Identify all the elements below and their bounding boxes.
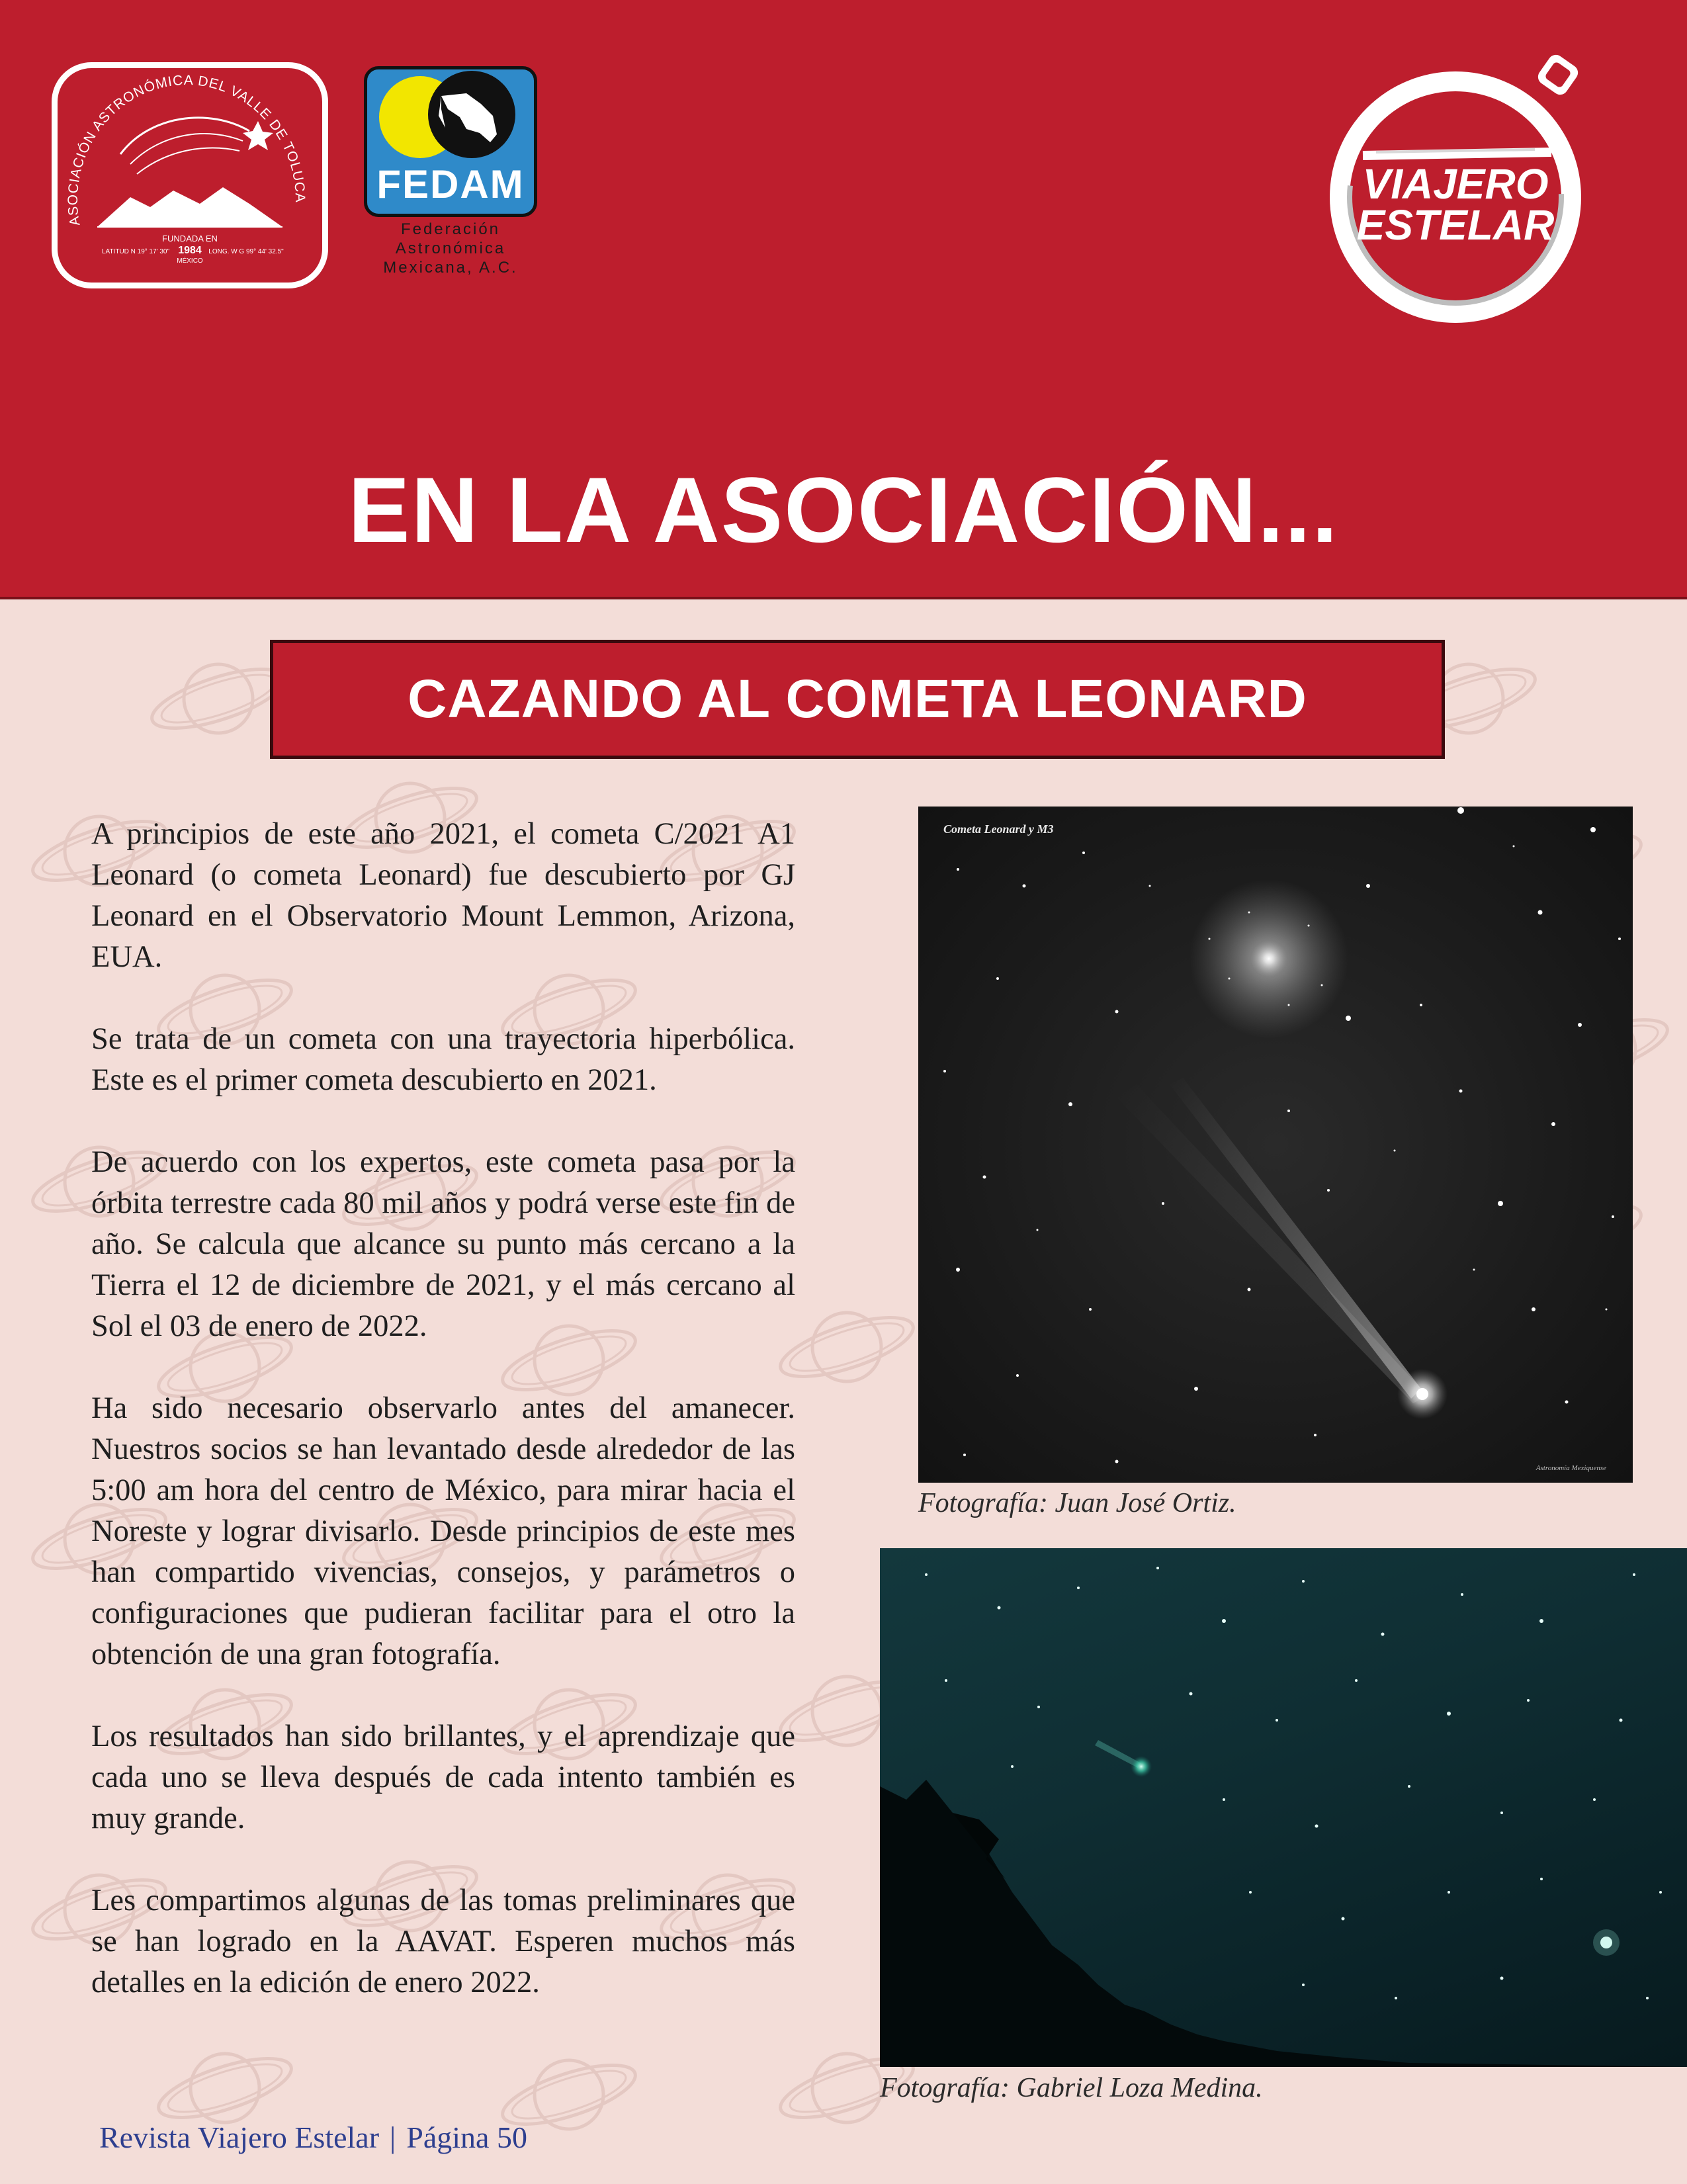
aavt-founded-year: 1984 [178, 245, 202, 256]
aavt-logo [52, 62, 328, 288]
aavt-longitude: LONG. W G 99° 44' 32.5" [208, 248, 284, 255]
fedam-logo [364, 66, 537, 217]
fedam-subtitle-line3: Mexicana, A.C. [383, 259, 518, 277]
comet-photo-2 [880, 1548, 1687, 2067]
fedam-subtitle [351, 220, 550, 277]
photo1-caption: Fotografía: Juan José Ortiz. [918, 1488, 1236, 1518]
section-title: EN LA ASOCIACIÓN... [348, 458, 1339, 562]
article-paragraph: Les compartimos algunas de las tomas preliminares que se han logrado en la AAVAT. Esperen muchos más detalles en la edición de enero 2022. [91, 1884, 795, 1999]
aavt-latitude: LATITUD N 19° 17' 30" [101, 248, 170, 255]
aavt-founded-place: MÉXICO [177, 257, 203, 265]
page-footer [99, 2120, 527, 2155]
comet-photo-2-art [880, 1548, 1687, 2067]
article-paragraph: Ha sido necesario observarlo antes del amanecer. Nuestros socios se han levantado desde alrededor de las 5:00 am hora del centro de México, para mirar hacia el Noreste y lograr divisarlo. Desde principios de este mes han compartido vivencias, consejos, y parámetros o configuraciones que pudieran facilitar para el otro la obtención de una gran fotografía. [91, 1391, 795, 1671]
photo1-watermark: Astronomía Mexiquense [1536, 1464, 1606, 1472]
fedam-subtitle-line2: Astronómica [395, 240, 506, 257]
footer-separator: | [390, 2120, 396, 2154]
footer-magazine-name: Revista Viajero Estelar [99, 2120, 380, 2154]
article-title: CAZANDO AL COMETA LEONARD [408, 669, 1307, 729]
viajero-estelar-logo [1317, 46, 1608, 337]
article-paragraph: Los resultados han sido brillantes, y el aprendizaje que cada uno se lleva después de cada intento también es muy grande. [91, 1720, 795, 1835]
fedam-subtitle-line1: Federación [400, 220, 501, 238]
photo2-caption: Fotografía: Gabriel Loza Medina. [880, 2073, 1263, 2103]
footer-page-number: Página 50 [406, 2120, 527, 2154]
article-title-box [270, 640, 1445, 759]
article-paragraph: A principios de este año 2021, el cometa C/2021 A1 Leonard (o cometa Leonard) fue descubierto por GJ Leonard en el Observatorio Mount Lemmon, Arizona, EUA. [91, 817, 795, 974]
article-body [91, 814, 795, 2044]
article-paragraph: Se trata de un cometa con una trayectoria hiperbólica. Este es el primer cometa descubierto en 2021. [91, 1022, 795, 1097]
header-banner [0, 0, 1687, 599]
viajero-logo-line1: VIAJERO [1362, 160, 1549, 208]
aavt-logo-art [58, 68, 322, 283]
comet-photo-1 [918, 807, 1633, 1483]
comet-photo-1-art [918, 807, 1633, 1483]
fedam-wordmark: FEDAM [376, 162, 525, 206]
viajero-logo-line2: ESTELAR [1356, 201, 1555, 249]
aavt-founded-label: FUNDADA EN [162, 234, 218, 243]
photo1-overlay-label: Cometa Leonard y M3 [943, 822, 1054, 836]
article-paragraph: De acuerdo con los expertos, este cometa pasa por la órbita terrestre cada 80 mil años y podrá verse este fin de año. Se calcula que alcance su punto más cercano a la Tierra el 12 de diciembre de 2021, y el más cercano al Sol el 03 de enero de 2022. [91, 1145, 795, 1343]
aavt-ring-text: ASOCIACIÓN ASTRONÓMICA DEL VALLE DE TOLUCA [65, 72, 308, 228]
